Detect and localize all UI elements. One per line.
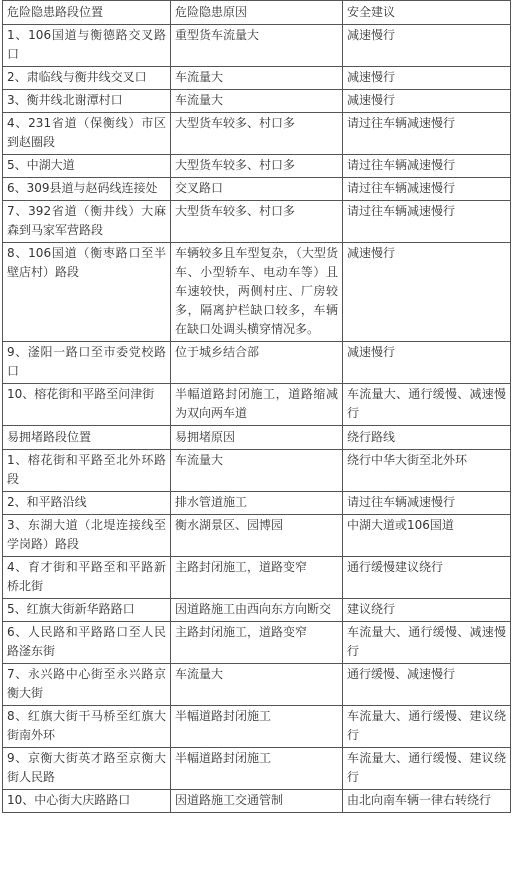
detour-cell: 由北向南车辆一律右转绕行 xyxy=(343,790,511,813)
location-cell: 6、309县道与赵码线连接处 xyxy=(3,178,171,201)
location-cell: 1、106国道与衡德路交叉路口 xyxy=(3,25,171,67)
location-cell: 9、京衡大街英才路至京衡大街人民路 xyxy=(3,748,171,790)
table-row xyxy=(3,384,511,426)
column-header: 绕行路线 xyxy=(343,426,511,450)
location-cell: 8、红旗大街干马桥至红旗大街南外环 xyxy=(3,706,171,748)
advice-cell: 请过往车辆减速慢行 xyxy=(343,155,511,178)
detour-cell: 建议绕行 xyxy=(343,599,511,622)
detour-cell: 通行缓慢、减速慢行 xyxy=(343,664,511,706)
location-cell: 6、人民路和平路路口至人民路滏东街 xyxy=(3,622,171,664)
column-header: 危险隐患路段位置 xyxy=(3,1,171,25)
location-cell: 2、肃临线与衡井线交叉口 xyxy=(3,67,171,90)
reason-cell: 因道路施工由西向东方向断交 xyxy=(171,599,343,622)
table-row xyxy=(3,450,511,492)
reason-cell: 半幅道路封闭施工 xyxy=(171,748,343,790)
reason-cell: 大型货车较多、村口多 xyxy=(171,155,343,178)
advice-cell: 减速慢行 xyxy=(343,243,511,342)
table-row xyxy=(3,243,511,342)
location-cell: 5、红旗大街新华路路口 xyxy=(3,599,171,622)
location-cell: 9、滏阳一路口至市委党校路口 xyxy=(3,342,171,384)
reason-cell: 车流量大 xyxy=(171,67,343,90)
table-row xyxy=(3,90,511,113)
location-cell: 10、榕花街和平路至问津街 xyxy=(3,384,171,426)
advice-cell: 请过往车辆减速慢行 xyxy=(343,178,511,201)
reason-cell: 交叉路口 xyxy=(171,178,343,201)
advice-cell: 车流量大、通行缓慢、减速慢行 xyxy=(343,384,511,426)
advice-cell: 减速慢行 xyxy=(343,342,511,384)
reason-cell: 大型货车较多、村口多 xyxy=(171,113,343,155)
table-row xyxy=(3,599,511,622)
table-row xyxy=(3,201,511,243)
reason-cell: 排水管道施工 xyxy=(171,492,343,515)
location-cell: 3、衡井线北谢潭村口 xyxy=(3,90,171,113)
location-cell: 1、榕花街和平路至北外环路段 xyxy=(3,450,171,492)
reason-cell: 半幅道路封闭施工，道路缩减为双向两车道 xyxy=(171,384,343,426)
traffic-safety-table xyxy=(2,0,511,813)
detour-cell: 绕行中华大街至北外环 xyxy=(343,450,511,492)
column-header: 危险隐患原因 xyxy=(171,1,343,25)
reason-cell: 车流量大 xyxy=(171,450,343,492)
column-header: 易拥堵原因 xyxy=(171,426,343,450)
table-row xyxy=(3,25,511,67)
table-row xyxy=(3,178,511,201)
reason-cell: 重型货车流量大 xyxy=(171,25,343,67)
table-row xyxy=(3,155,511,178)
detour-cell: 请过往车辆减速慢行 xyxy=(343,492,511,515)
advice-cell: 减速慢行 xyxy=(343,25,511,67)
location-cell: 7、392省道（衡井线）大麻森到马家军营路段 xyxy=(3,201,171,243)
location-cell: 2、和平路沿线 xyxy=(3,492,171,515)
location-cell: 7、永兴路中心街至永兴路京衡大街 xyxy=(3,664,171,706)
reason-cell: 大型货车较多、村口多 xyxy=(171,201,343,243)
congestion-header-row xyxy=(3,426,511,450)
table-row xyxy=(3,515,511,557)
location-cell: 4、231省道（保衡线）市区到赵圈段 xyxy=(3,113,171,155)
advice-cell: 减速慢行 xyxy=(343,67,511,90)
reason-cell: 主路封闭施工，道路变窄 xyxy=(171,622,343,664)
table-row xyxy=(3,342,511,384)
reason-cell: 半幅道路封闭施工 xyxy=(171,706,343,748)
table-row xyxy=(3,664,511,706)
table-row xyxy=(3,748,511,790)
column-header: 安全建议 xyxy=(343,1,511,25)
location-cell: 10、中心街大庆路路口 xyxy=(3,790,171,813)
location-cell: 8、106国道（衡枣路口至半壁店村）路段 xyxy=(3,243,171,342)
advice-cell: 请过往车辆减速慢行 xyxy=(343,113,511,155)
detour-cell: 车流量大、通行缓慢、建议绕行 xyxy=(343,748,511,790)
table-row xyxy=(3,557,511,599)
reason-cell: 车流量大 xyxy=(171,664,343,706)
detour-cell: 通行缓慢建议绕行 xyxy=(343,557,511,599)
location-cell: 4、育才街和平路至和平路新桥北街 xyxy=(3,557,171,599)
reason-cell: 位于城乡结合部 xyxy=(171,342,343,384)
reason-cell: 因道路施工交通管制 xyxy=(171,790,343,813)
reason-cell: 衡水湖景区、园博园 xyxy=(171,515,343,557)
hazard-header-row xyxy=(3,1,511,25)
reason-cell: 车流量大 xyxy=(171,90,343,113)
detour-cell: 中湖大道或106国道 xyxy=(343,515,511,557)
detour-cell: 车流量大、通行缓慢、减速慢行 xyxy=(343,622,511,664)
location-cell: 5、中湖大道 xyxy=(3,155,171,178)
table-row xyxy=(3,113,511,155)
table-row xyxy=(3,67,511,90)
advice-cell: 请过往车辆减速慢行 xyxy=(343,201,511,243)
table-row xyxy=(3,492,511,515)
table-row xyxy=(3,706,511,748)
reason-cell: 车辆较多且车型复杂，（大型货车、小型轿车、电动车等）且车速较快，两侧村庄、厂房较多，隔离护栏缺口较多，车辆在缺口处调头横穿情况多。 xyxy=(171,243,343,342)
advice-cell: 减速慢行 xyxy=(343,90,511,113)
table-row xyxy=(3,790,511,813)
column-header: 易拥堵路段位置 xyxy=(3,426,171,450)
location-cell: 3、东湖大道（北堤连接线至学岗路）路段 xyxy=(3,515,171,557)
reason-cell: 主路封闭施工，道路变窄 xyxy=(171,557,343,599)
table-row xyxy=(3,622,511,664)
detour-cell: 车流量大、通行缓慢、建议绕行 xyxy=(343,706,511,748)
